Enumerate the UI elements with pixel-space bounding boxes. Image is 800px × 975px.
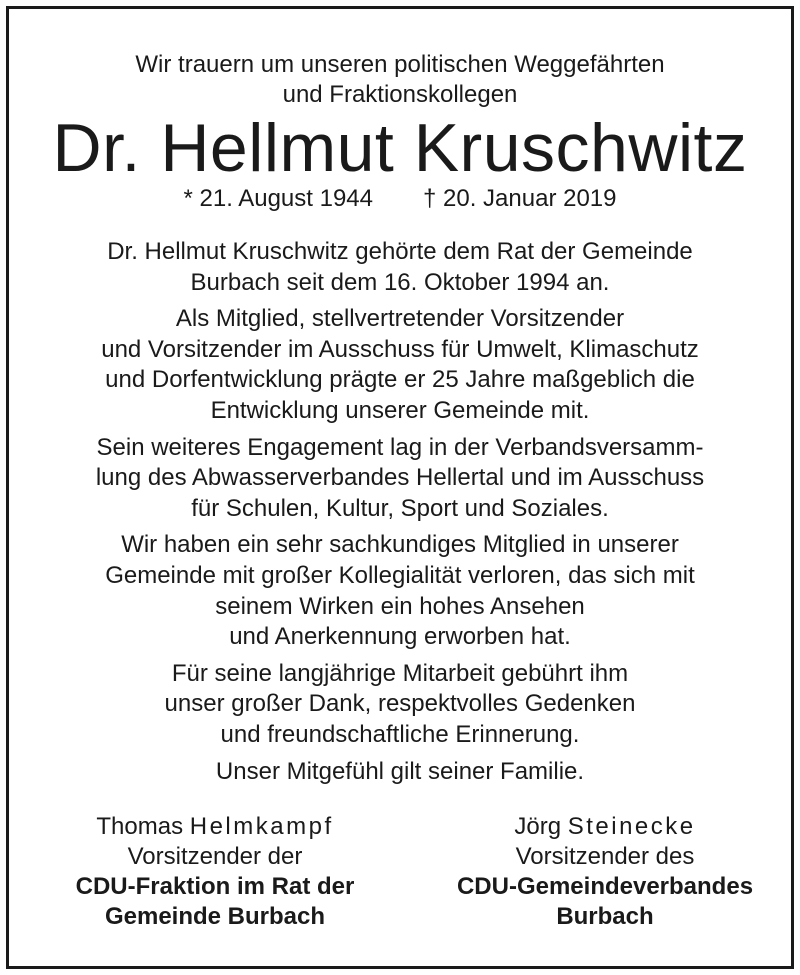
signer-left: [40, 812, 390, 932]
text-line: und Anerkennung erworben hat.: [229, 623, 571, 651]
paragraph: [0, 237, 800, 298]
signer-role: Vorsitzender des: [515, 843, 695, 870]
text-line: Unser Mitgefühl gilt seiner Familie.: [215, 757, 585, 785]
birth-date: * 21. August 1944: [183, 185, 373, 212]
text-line: Dr. Hellmut Kruschwitz gehörte dem Rat der Gemeinde: [107, 238, 693, 265]
intro-line: und Fraktionskollegen: [282, 81, 518, 108]
signer-first-name: Thomas: [96, 813, 184, 840]
signer-role: Vorsitzender der: [127, 843, 303, 870]
signer-name: [40, 812, 390, 842]
life-dates: [0, 184, 800, 214]
signer-org: CDU-Gemeindeverbandes: [456, 873, 754, 900]
signer-org: Gemeinde Burbach: [104, 903, 326, 930]
text-line: unser großer Dank, respektvolles Gedenken: [164, 690, 636, 718]
text-line: Entwicklung unserer Gemeinde mit.: [210, 396, 590, 424]
signer-name: [420, 812, 790, 842]
text-line: Für seine langjährige Mitarbeit gebührt ihm: [171, 659, 629, 687]
signer-org: CDU-Fraktion im Rat der: [75, 873, 355, 900]
text-line: Gemeinde mit großer Kollegialität verloren, das sich mit: [105, 561, 695, 589]
intro-line: Wir trauern um unseren politischen Weggefährten: [135, 51, 665, 78]
signer-last-name: Steinecke: [567, 813, 696, 840]
paragraph: [0, 530, 800, 652]
death-date: † 20. Januar 2019: [423, 185, 617, 212]
text-line: seinem Wirken ein hohes Ansehen: [215, 592, 585, 620]
text-line: lung des Abwasserverbandes Hellertal und im Ausschuss: [95, 464, 705, 492]
text-line: Wir haben ein sehr sachkundiges Mitglied in unserer: [121, 531, 679, 559]
paragraph: [0, 659, 800, 751]
text-line: und Dorfentwicklung prägte er 25 Jahre maßgeblich die: [105, 366, 695, 394]
paragraph: [0, 757, 800, 788]
text-line: Burbach seit dem 16. Oktober 1994 an.: [190, 268, 610, 296]
deceased-name: Dr. Hellmut Kruschwitz: [52, 110, 748, 186]
text-line: Sein weiteres Engagement lag in der Verbandsversamm-: [96, 433, 704, 461]
paragraph: [0, 304, 800, 426]
text-line: und freundschaftliche Erinnerung.: [220, 720, 580, 748]
paragraph: [0, 433, 800, 525]
signer-last-name: Helmkampf: [189, 813, 334, 840]
signer-first-name: Jörg: [514, 813, 562, 840]
text-line: für Schulen, Kultur, Sport und Soziales.: [191, 494, 609, 522]
signer-org: Burbach: [556, 903, 654, 930]
text-line: Als Mitglied, stellvertretender Vorsitzender: [175, 305, 625, 333]
intro-text: [0, 50, 800, 110]
tribute-text: [0, 237, 800, 793]
signer-right: [420, 812, 790, 932]
text-line: und Vorsitzender im Ausschuss für Umwelt, Klimaschutz: [101, 335, 699, 363]
